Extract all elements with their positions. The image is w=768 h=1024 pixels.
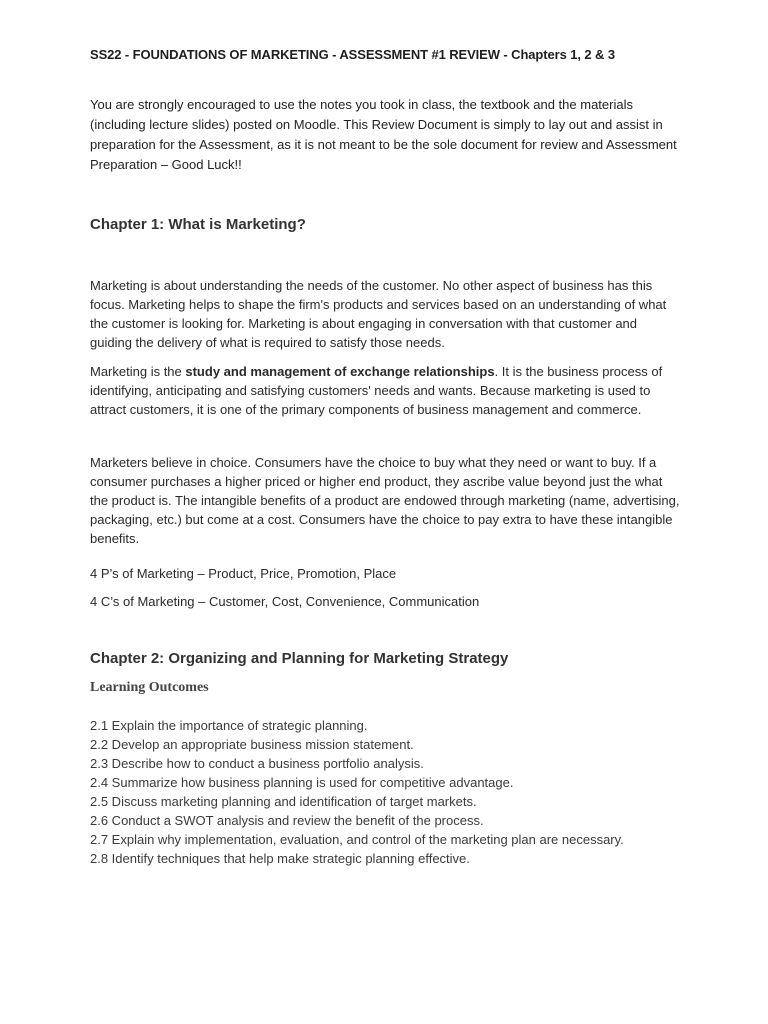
- chapter1-paragraph-2: [90, 362, 682, 419]
- list-item: 2.7 Explain why implementation, evaluation, and control of the marketing plan are necessary.: [90, 832, 624, 847]
- list-item: 2.3 Describe how to conduct a business portfolio analysis.: [90, 756, 424, 771]
- document-title: SS22 - FOUNDATIONS OF MARKETING - ASSESSMENT #1 REVIEW - Chapters 1, 2 & 3: [90, 47, 615, 62]
- chapter1-paragraph-1: Marketing is about understanding the needs of the customer. No other aspect of business has this focus. Marketing helps to shape the firm's products and services based on an understanding of what the customer is looking for. Marketing is about engaging in conversation with that customer and guiding the delivery of what is required to satisfy those needs.: [90, 278, 667, 350]
- chapter2-heading: Chapter 2: Organizing and Planning for Marketing Strategy: [90, 650, 509, 667]
- list-item: 2.2 Develop an appropriate business mission statement.: [90, 737, 414, 752]
- p2-suffix: . It is the business process of identifying, anticipating and satisfying customers' needs and wants. Because marketing is used to attract customers, it is one of the primary components of business management and commerce.: [90, 364, 663, 417]
- four-cs-line: 4 C’s of Marketing – Customer, Cost, Convenience, Communication: [90, 594, 480, 609]
- chapter1-heading: Chapter 1: What is Marketing?: [90, 216, 306, 233]
- p2-bold-phrase: study and management of exchange relationships: [185, 364, 495, 379]
- learning-outcomes-heading: Learning Outcomes: [90, 680, 209, 695]
- intro-paragraph: You are strongly encouraged to use the notes you took in class, the textbook and the materials (including lecture slides) posted on Moodle. This Review Document is simply to lay out and assist in preparation for the Assessment, as it is not meant to be the sole document for review and Assessment Preparation – Good Luck!!: [90, 97, 677, 172]
- list-item: 2.1 Explain the importance of strategic planning.: [90, 718, 368, 733]
- list-item: 2.4 Summarize how business planning is used for competitive advantage.: [90, 775, 514, 790]
- p2-prefix: Marketing is the: [90, 364, 186, 379]
- four-ps-line: 4 P’s of Marketing – Product, Price, Promotion, Place: [90, 566, 397, 581]
- chapter1-paragraph-3: Marketers believe in choice. Consumers have the choice to buy what they need or want to buy. If a consumer purchases a higher priced or higher end product, they ascribe value beyond just the what the product is. The intangible benefits of a product are endowed through marketing (name, advertising, packaging, etc.) but come at a cost. Consumers have the choice to pay extra to have these intangible benefits.: [90, 455, 680, 546]
- list-item: 2.6 Conduct a SWOT analysis and review the benefit of the process.: [90, 813, 484, 828]
- list-item: 2.5 Discuss marketing planning and identification of target markets.: [90, 794, 477, 809]
- learning-outcomes-list: [90, 716, 624, 868]
- list-item: 2.8 Identify techniques that help make strategic planning effective.: [90, 851, 470, 866]
